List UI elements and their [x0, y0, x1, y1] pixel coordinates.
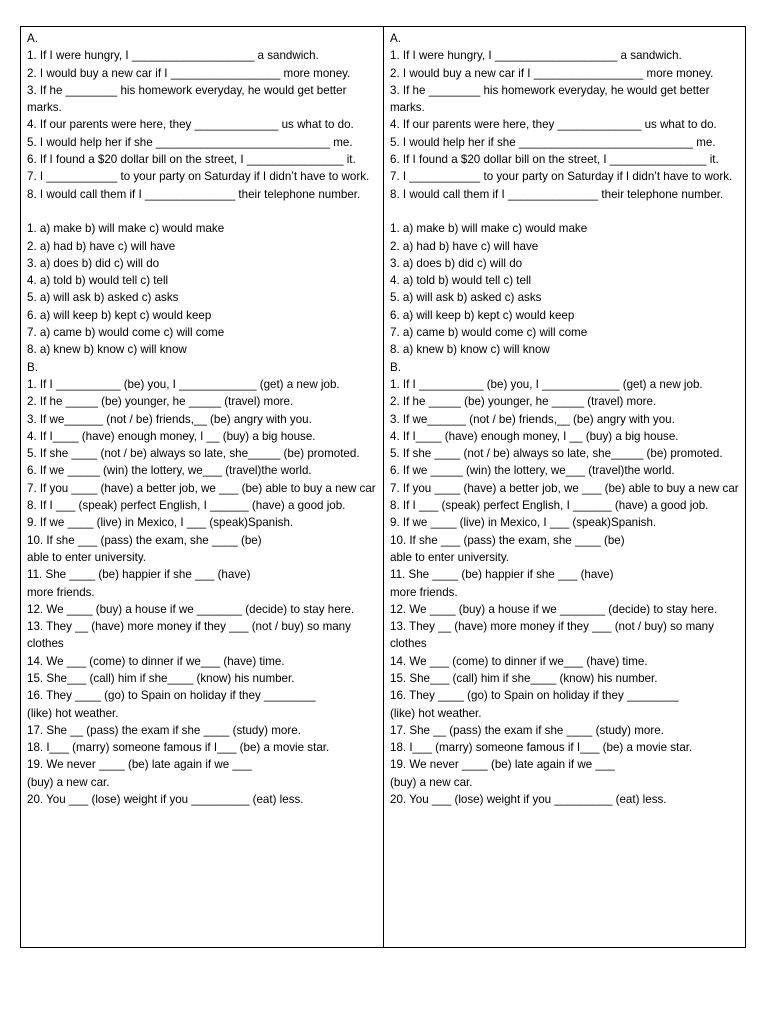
section-a-question: 5. I would help her if she ___________________________ me. — [27, 135, 353, 149]
section-a-option: 4. a) told b) would tell c) tell — [390, 274, 532, 288]
section-a-question: 2. I would buy a new car if I _________________ more money. — [27, 66, 351, 80]
section-a-option: 3. a) does b) did c) will do — [390, 256, 523, 270]
section-a-heading: A. — [390, 32, 401, 45]
section-b-question: 12. We ____ (buy) a house if we _______ (decide) to stay here. — [390, 602, 718, 616]
section-a-option: 8. a) knew b) know c) will know — [390, 343, 550, 357]
section-a-question: 7. I ___________ to your party on Saturday if I didn’t have to work. — [390, 170, 733, 184]
section-a-question: 1. If I were hungry, I ___________________ a sandwich. — [390, 49, 682, 63]
section-a-option: 7. a) came b) would come c) will come — [27, 326, 225, 340]
section-b-question: 4. If I____ (have) enough money, I __ (buy) a big house. — [390, 429, 679, 443]
section-b-question: 6. If we _____ (win) the lottery, we___ (travel)the world. — [27, 464, 312, 478]
section-b-question: 9. If we ____ (live) in Mexico, I ___ (speak)Spanish. — [27, 516, 294, 530]
section-b-question: 9. If we ____ (live) in Mexico, I ___ (speak)Spanish. — [390, 516, 657, 530]
section-b-question: 13. They __ (have) more money if they ___ (not / buy) so many clothes — [27, 620, 355, 651]
section-b-question: 19. We never ____ (be) late again if we ___ (buy) a new car. — [27, 758, 252, 789]
spacer — [27, 203, 377, 220]
section-b-question: 18. I___ (marry) someone famous if I___ (be) a movie star. — [27, 741, 330, 755]
section-b-question: 20. You ___ (lose) weight if you _________ (eat) less. — [27, 793, 304, 807]
section-b-question: 12. We ____ (buy) a house if we _______ (decide) to stay here. — [27, 602, 355, 616]
section-b-question: 6. If we _____ (win) the lottery, we___ (travel)the world. — [390, 464, 675, 478]
section-a-option: 1. a) make b) will make c) would make — [390, 222, 588, 236]
section-a-question: 6. If I found a $20 dollar bill on the street, I _______________ it. — [390, 153, 719, 167]
section-a-question: 8. I would call them if I ______________ their telephone number. — [27, 187, 361, 201]
left-column — [21, 27, 383, 947]
section-b-question: 7. If you ____ (have) a better job, we ___ (be) able to buy a new car — [27, 481, 376, 495]
section-a-question: 6. If I found a $20 dollar bill on the street, I _______________ it. — [27, 153, 356, 167]
section-b-question: 3. If we______ (not / be) friends,__ (be) angry with you. — [390, 412, 675, 426]
section-b-question: 11. She ____ (be) happier if she ___ (have) more friends. — [27, 568, 251, 599]
section-b-question: 2. If he _____ (be) younger, he _____ (travel) more. — [390, 395, 657, 409]
section-a-option: 3. a) does b) did c) will do — [27, 256, 160, 270]
section-b-question: 10. If she ___ (pass) the exam, she ____ (be) able to enter university. — [390, 533, 625, 564]
section-a-option: 2. a) had b) have c) will have — [27, 239, 176, 253]
section-b-question: 16. They ____ (go) to Spain on holiday if they ________ (like) hot weather. — [27, 689, 316, 720]
worksheet-table — [20, 26, 746, 948]
section-a-option: 4. a) told b) would tell c) tell — [27, 274, 169, 288]
section-a-option: 5. a) will ask b) asked c) asks — [27, 291, 179, 305]
section-b-question: 15. She___ (call) him if she____ (know) his number. — [390, 671, 658, 685]
section-b-heading: B. — [390, 360, 401, 374]
section-a-option: 2. a) had b) have c) will have — [390, 239, 539, 253]
section-a-question: 2. I would buy a new car if I _________________ more money. — [390, 66, 714, 80]
section-a-option: 6. a) will keep b) kept c) would keep — [27, 308, 212, 322]
section-a-question: 4. If our parents were here, they _____________ us what to do. — [390, 118, 717, 132]
section-b-question: 5. If she ____ (not / be) always so late, she_____ (be) promoted. — [390, 447, 723, 461]
section-b-question: 16. They ____ (go) to Spain on holiday if they ________ (like) hot weather. — [390, 689, 679, 720]
section-b-question: 1. If I __________ (be) you, I ____________ (get) a new job. — [27, 377, 340, 391]
section-a-question: 5. I would help her if she ___________________________ me. — [390, 135, 716, 149]
section-b-heading: B. — [27, 360, 38, 374]
section-b-question: 11. She ____ (be) happier if she ___ (have) more friends. — [390, 568, 614, 599]
section-b-question: 19. We never ____ (be) late again if we ___ (buy) a new car. — [390, 758, 615, 789]
section-a-heading: A. — [27, 32, 38, 45]
section-b-question: 4. If I____ (have) enough money, I __ (buy) a big house. — [27, 429, 316, 443]
right-column — [383, 27, 745, 947]
section-b-question: 8. If I ___ (speak) perfect English, I ______ (have) a good job. — [390, 499, 709, 513]
section-a-question: 3. If he ________ his homework everyday, he would get better marks. — [27, 83, 350, 115]
section-a-option: 7. a) came b) would come c) will come — [390, 326, 588, 340]
section-a-question: 8. I would call them if I ______________ their telephone number. — [390, 187, 724, 201]
section-a-option: 8. a) knew b) know c) will know — [27, 343, 187, 357]
section-b-question: 5. If she ____ (not / be) always so late, she_____ (be) promoted. — [27, 447, 360, 461]
section-b-question: 14. We ___ (come) to dinner if we___ (have) time. — [390, 654, 648, 668]
section-a-question: 3. If he ________ his homework everyday, he would get better marks. — [390, 83, 713, 115]
section-b-question: 3. If we______ (not / be) friends,__ (be) angry with you. — [27, 412, 312, 426]
section-a-option: 5. a) will ask b) asked c) asks — [390, 291, 542, 305]
section-b-question: 1. If I __________ (be) you, I ____________ (get) a new job. — [390, 377, 703, 391]
section-a-question: 7. I ___________ to your party on Saturday if I didn’t have to work. — [27, 170, 370, 184]
section-b-question: 18. I___ (marry) someone famous if I___ (be) a movie star. — [390, 741, 693, 755]
section-b-question: 17. She __ (pass) the exam if she ____ (study) more. — [27, 723, 301, 737]
section-a-question: 1. If I were hungry, I ___________________ a sandwich. — [27, 49, 319, 63]
section-b-question: 17. She __ (pass) the exam if she ____ (study) more. — [390, 723, 664, 737]
section-b-question: 8. If I ___ (speak) perfect English, I ______ (have) a good job. — [27, 499, 346, 513]
section-a-option: 1. a) make b) will make c) would make — [27, 222, 225, 236]
section-b-question: 13. They __ (have) more money if they ___ (not / buy) so many clothes — [390, 620, 718, 651]
spacer — [390, 203, 739, 220]
section-b-question: 20. You ___ (lose) weight if you _________ (eat) less. — [390, 793, 667, 807]
section-b-question: 10. If she ___ (pass) the exam, she ____ (be) able to enter university. — [27, 533, 262, 564]
section-b-question: 15. She___ (call) him if she____ (know) his number. — [27, 671, 295, 685]
section-a-option: 6. a) will keep b) kept c) would keep — [390, 308, 575, 322]
section-b-question: 2. If he _____ (be) younger, he _____ (travel) more. — [27, 395, 294, 409]
section-b-question: 7. If you ____ (have) a better job, we ___ (be) able to buy a new car — [390, 481, 739, 495]
section-a-question: 4. If our parents were here, they _____________ us what to do. — [27, 118, 354, 132]
section-b-question: 14. We ___ (come) to dinner if we___ (have) time. — [27, 654, 285, 668]
